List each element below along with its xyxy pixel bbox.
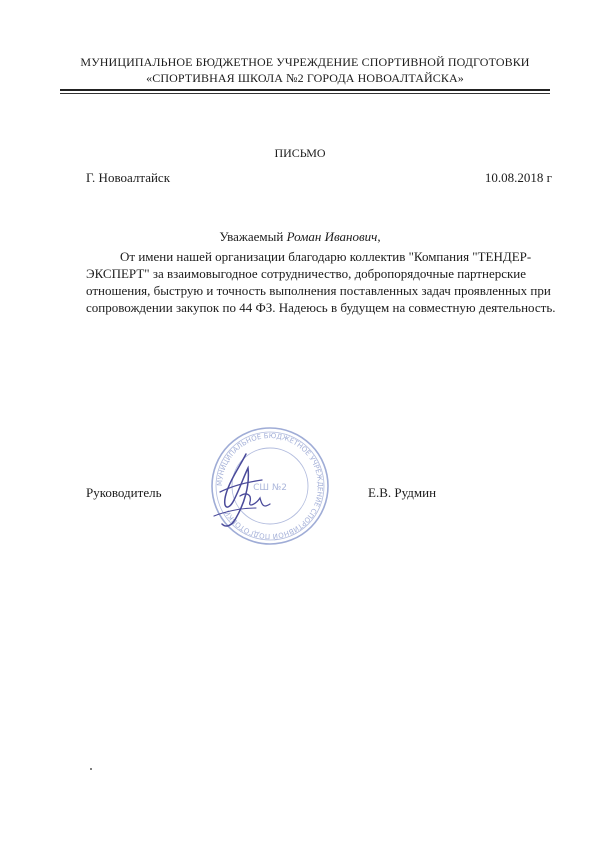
letterhead-rule-thin xyxy=(60,93,550,94)
letter-body: От имени нашей организации благодарю коллектив "Компания "ТЕНДЕР-ЭКСПЕРТ" за взаимовыгодное сотрудничество, добропорядочные партнерские отношения, быструю и точность выполнения поставленных задач проявленных при сопровождении закупок по 44 ФЗ. Надеюсь в будущем на совместную деятельность. xyxy=(86,249,556,315)
greeting-prefix: Уважаемый xyxy=(219,229,287,244)
greeting-name: Роман Иванович xyxy=(286,229,378,244)
stamp-inner-text: СШ №2 xyxy=(253,483,287,493)
signatory-name: Е.В. Рудмин xyxy=(368,485,437,500)
document-title: ПИСЬМО xyxy=(274,146,326,160)
letterhead-line-2: «СПОРТИВНАЯ ШКОЛА №2 ГОРОДА НОВОАЛТАЙСКА» xyxy=(146,71,464,85)
letterhead-rule-thick xyxy=(60,89,550,91)
greeting-suffix: , xyxy=(377,229,381,244)
stamp-ring-text: МУНИЦИПАЛЬНОЕ БЮДЖЕТНОЕ УЧРЕЖДЕНИЕ СПОРТИВНОЙ ПОДГОТОВКИ xyxy=(215,431,325,541)
greeting xyxy=(0,229,600,245)
letterhead-line-1: МУНИЦИПАЛЬНОЕ БЮДЖЕТНОЕ УЧРЕЖДЕНИЕ СПОРТИВНОЙ ПОДГОТОВКИ xyxy=(80,55,530,69)
handwritten-signature xyxy=(200,446,280,532)
scan-speck xyxy=(90,768,92,770)
letterhead xyxy=(60,54,550,86)
signatory-role: Руководитель xyxy=(86,485,162,500)
date-line: 10.08.2018 г xyxy=(484,170,552,185)
city-line: Г. Новоалтайск xyxy=(86,170,171,185)
